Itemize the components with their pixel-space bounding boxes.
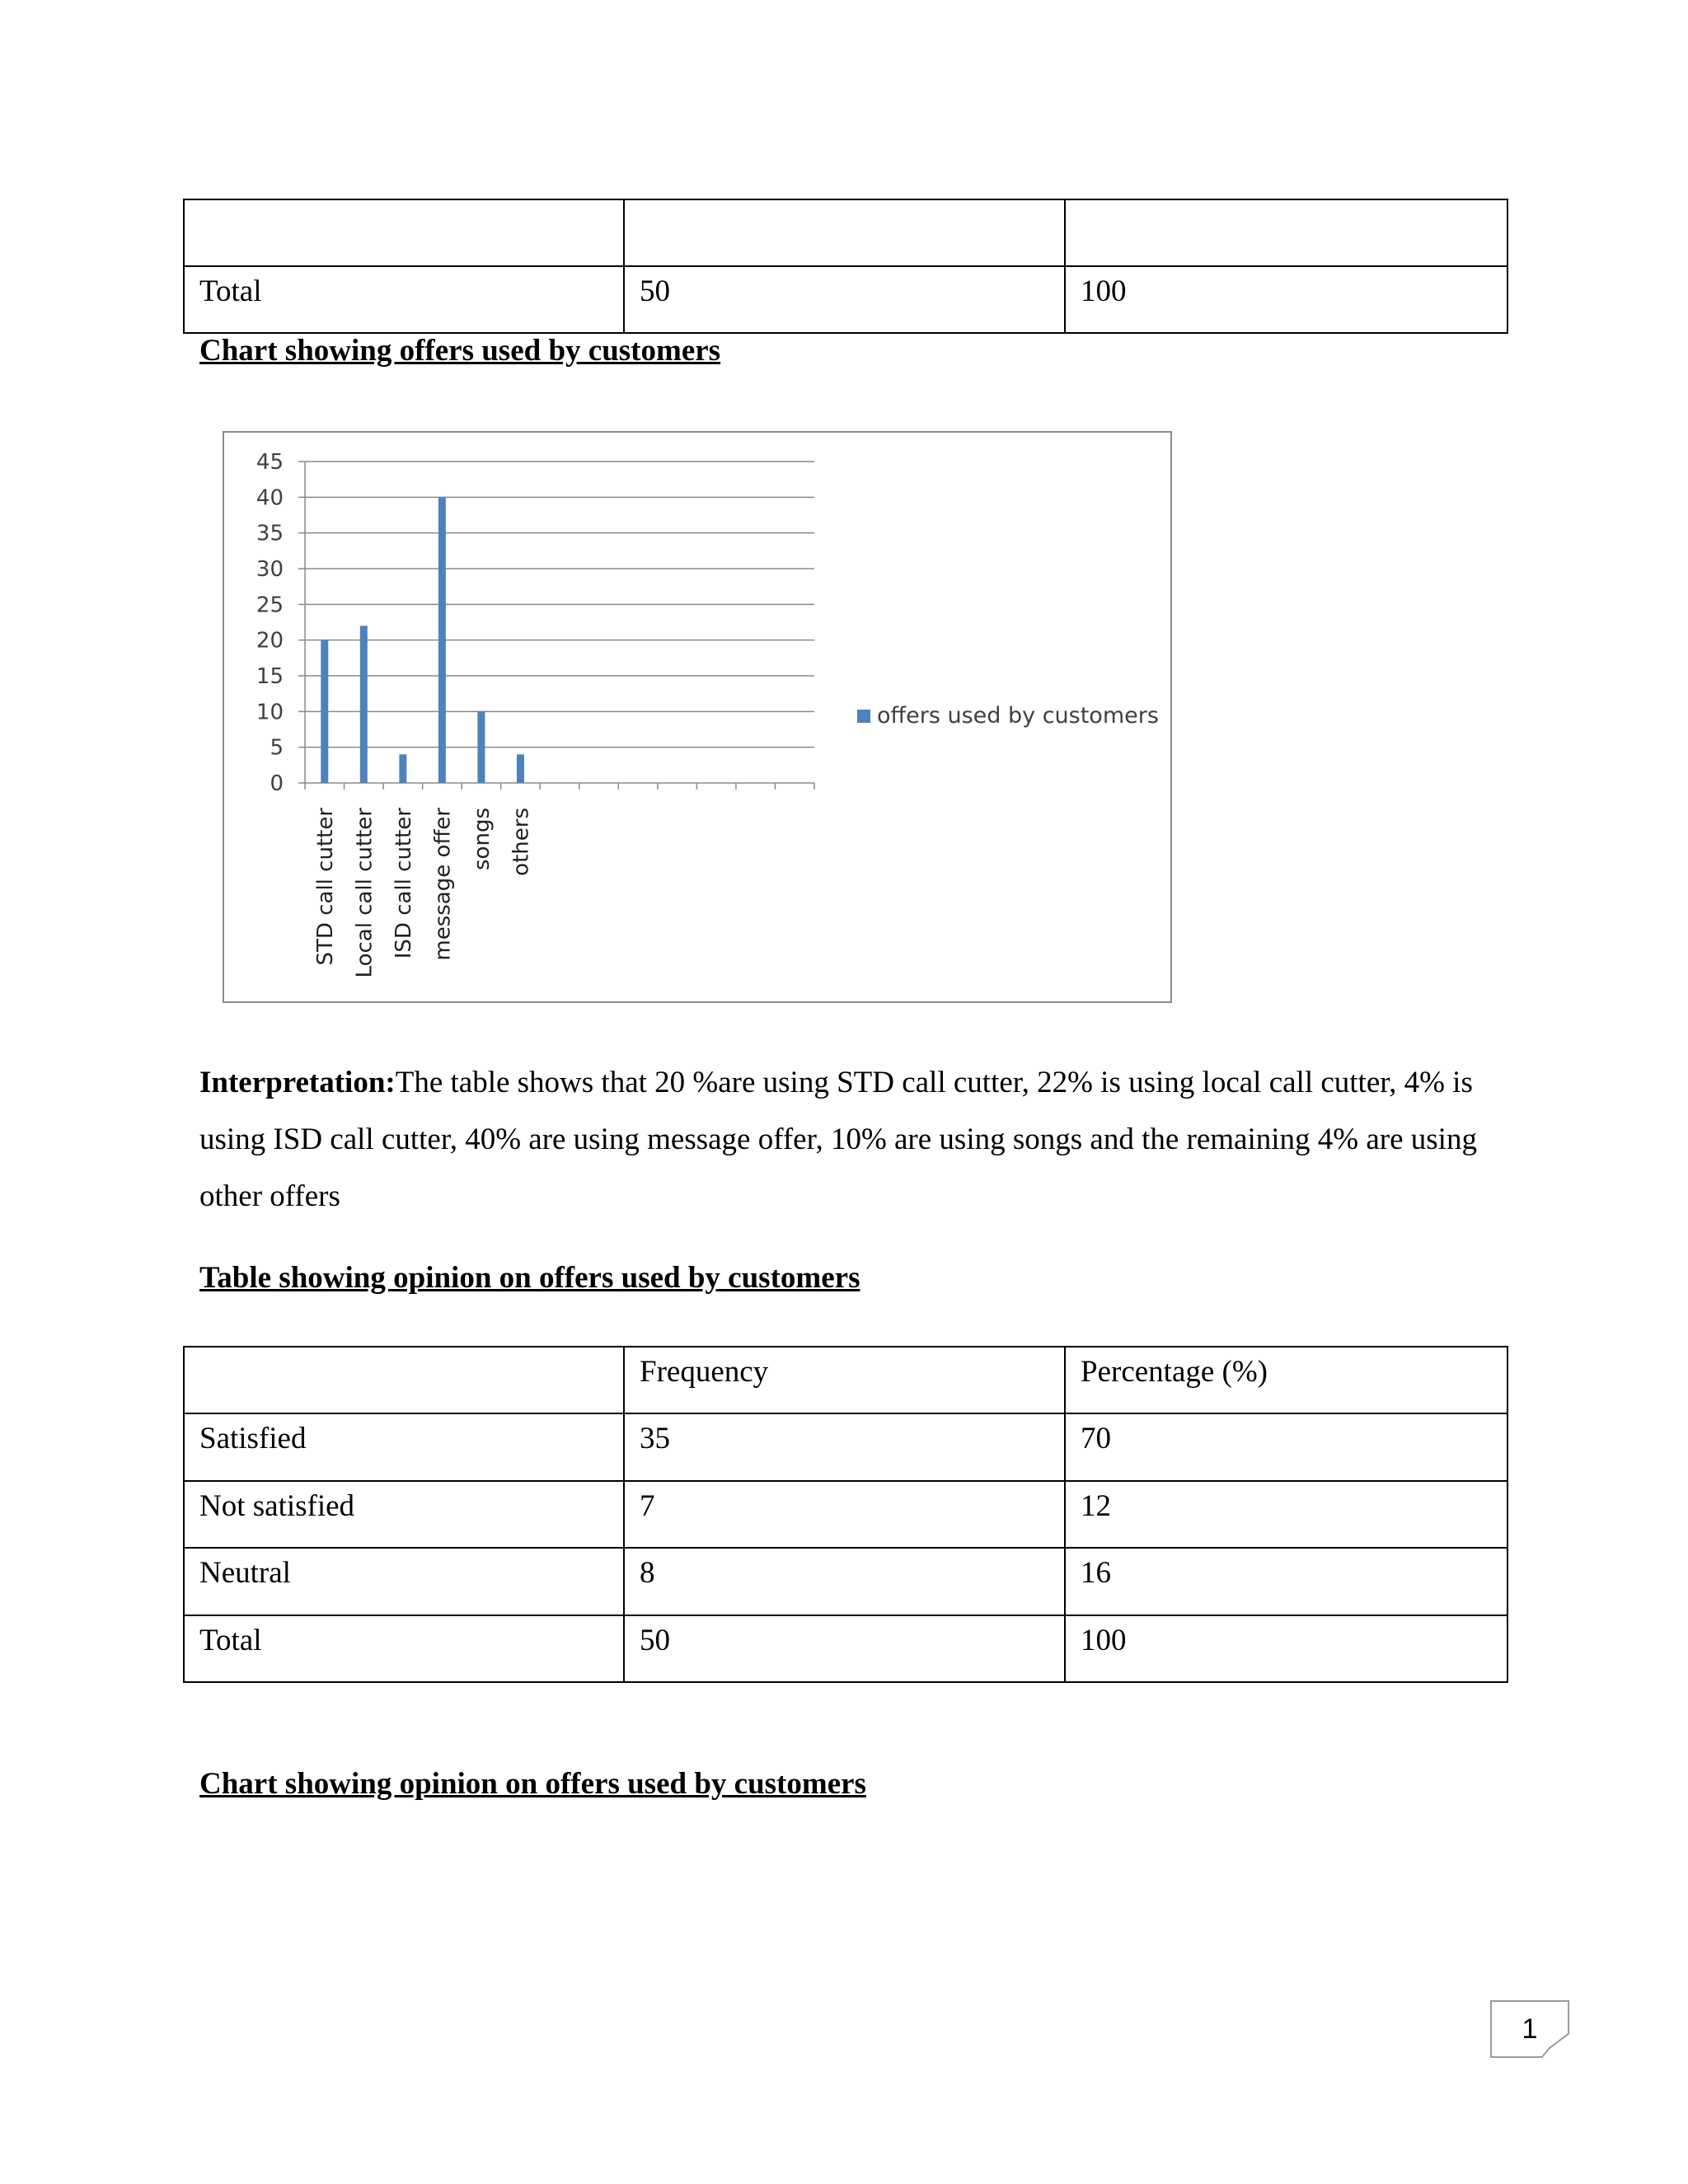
opinion-table bbox=[183, 1346, 1508, 1683]
bar bbox=[477, 711, 485, 783]
table-cell: 7 bbox=[624, 1481, 1065, 1548]
x-category-label: ISD call cutter bbox=[391, 808, 416, 959]
table-cell: Total bbox=[184, 1615, 624, 1682]
y-tick-label: 5 bbox=[270, 735, 284, 761]
table-header-cell: Percentage (%) bbox=[1065, 1347, 1507, 1413]
y-tick-label: 20 bbox=[256, 628, 284, 654]
y-tick-label: 15 bbox=[256, 664, 284, 689]
x-category-label: others bbox=[509, 808, 534, 876]
x-category-label: Local call cutter bbox=[352, 808, 377, 978]
table-cell: 50 bbox=[624, 266, 1065, 333]
x-category-label: songs bbox=[469, 808, 495, 870]
table-cell: 50 bbox=[624, 1615, 1065, 1682]
page-number-label: 1 bbox=[1522, 2013, 1538, 2045]
table-row bbox=[184, 1548, 1507, 1615]
y-tick-label: 10 bbox=[256, 700, 284, 725]
table-header-cell: Frequency bbox=[624, 1347, 1065, 1413]
table-cell: 8 bbox=[624, 1548, 1065, 1615]
table-row bbox=[184, 1615, 1507, 1682]
table-cell: 70 bbox=[1065, 1413, 1507, 1481]
table-row bbox=[184, 1481, 1507, 1548]
table-row bbox=[184, 1413, 1507, 1481]
page-number bbox=[1490, 2000, 1569, 2058]
x-category-label: message offer bbox=[430, 808, 456, 961]
legend-swatch bbox=[857, 710, 870, 723]
table-header-row bbox=[184, 1347, 1507, 1413]
table-cell: Not satisfied bbox=[184, 1481, 624, 1548]
chart-heading: Chart showing offers used by customers bbox=[199, 334, 721, 368]
y-tick-label: 40 bbox=[256, 485, 284, 511]
table-row bbox=[184, 199, 1507, 266]
page-curl-icon bbox=[1541, 2033, 1569, 2058]
y-tick-label: 0 bbox=[270, 771, 284, 796]
bar bbox=[438, 497, 446, 783]
table-row bbox=[184, 266, 1507, 333]
table-cell: 16 bbox=[1065, 1548, 1507, 1615]
table-cell: 100 bbox=[1065, 266, 1507, 333]
interpretation-text: The table shows that 20 %are using STD call cutter, 22% is using local call cutter, 4% is using ISD call cutter, 40% are using message offer, 10% are using songs and the remaining 4% are using other offers bbox=[199, 1066, 1477, 1213]
table-cell: Neutral bbox=[184, 1548, 624, 1615]
y-tick-label: 35 bbox=[256, 521, 284, 546]
interpretation-label: Interpretation: bbox=[199, 1066, 396, 1099]
interpretation-paragraph bbox=[199, 1054, 1502, 1225]
y-tick-label: 30 bbox=[256, 557, 284, 582]
table-cell: Total bbox=[184, 266, 624, 333]
table-cell: 100 bbox=[1065, 1615, 1507, 1682]
bar bbox=[321, 640, 328, 783]
offers-table-continued bbox=[183, 199, 1508, 334]
table-cell: Satisfied bbox=[184, 1413, 624, 1481]
y-tick-label: 45 bbox=[256, 450, 284, 475]
legend-label: offers used by customers bbox=[877, 703, 1159, 729]
chart-canvas bbox=[224, 433, 1170, 1001]
table-header-cell bbox=[184, 1347, 624, 1413]
bar bbox=[399, 754, 406, 783]
table-cell: 12 bbox=[1065, 1481, 1507, 1548]
table-cell: 35 bbox=[624, 1413, 1065, 1481]
y-tick-label: 25 bbox=[256, 593, 284, 618]
bar bbox=[360, 626, 368, 783]
x-category-label: STD call cutter bbox=[312, 808, 338, 966]
table2-heading: Table showing opinion on offers used by customers bbox=[199, 1261, 860, 1295]
table-cell bbox=[624, 199, 1065, 266]
offers-chart bbox=[223, 431, 1172, 1003]
table-cell bbox=[184, 199, 624, 266]
table-cell bbox=[1065, 199, 1507, 266]
bar bbox=[517, 754, 524, 783]
chart2-heading: Chart showing opinion on offers used by customers bbox=[199, 1767, 866, 1801]
